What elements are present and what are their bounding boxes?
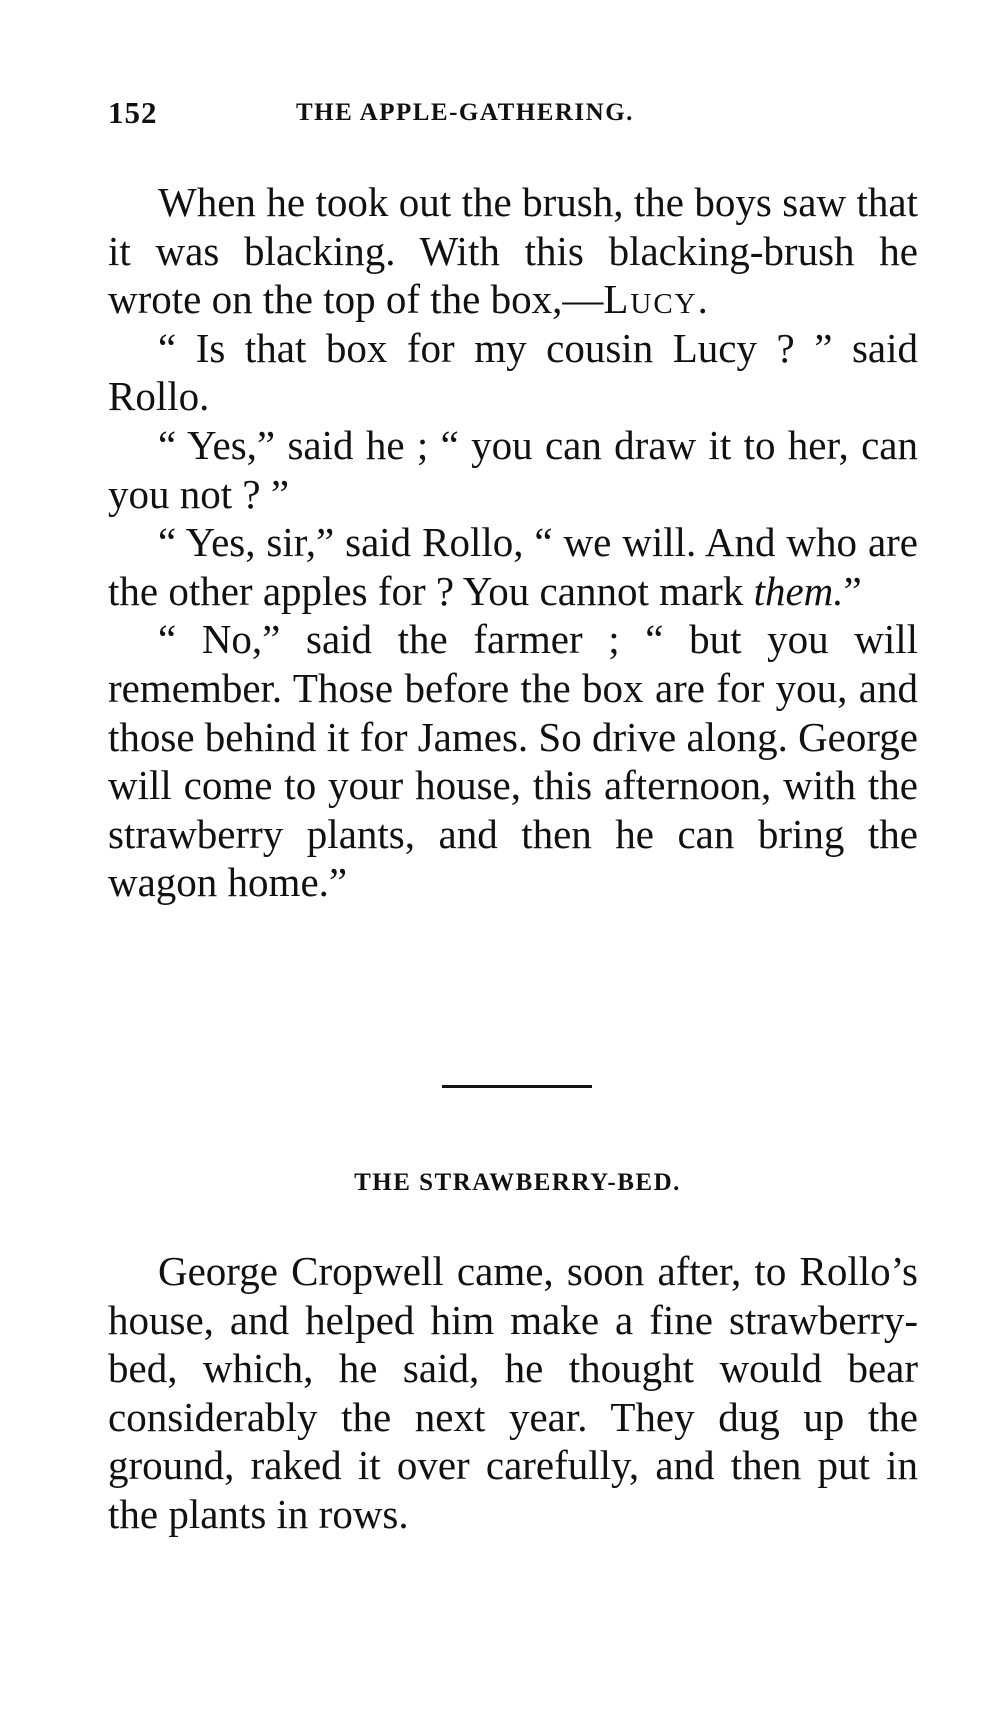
paragraph-other-apples (108, 518, 918, 615)
paragraph-farmer-reply: “ No,” said the farmer ; “ but you will remember. Those before the box are for you, and those behind it for James. So drive along. George will come to your house, this afternoon, with the strawberry plants, and then he can bring the wagon home.” (108, 616, 918, 906)
paragraph-text: “ Yes, sir,” said Rollo, “ we will. And who are the other apples for ? You cannot mark (108, 519, 918, 614)
page-number: 152 (108, 95, 158, 130)
running-title: THE APPLE-GATHERING. (296, 99, 634, 126)
paragraph-cousin-lucy: “ Is that box for my cousin Lucy ? ” said Rollo. (108, 324, 918, 420)
apple-gathering-text (108, 178, 918, 907)
italic-word: them. (753, 567, 844, 614)
paragraph-blacking-brush (108, 178, 918, 324)
section-divider (442, 1085, 592, 1088)
section-heading: THE STRAWBERRY-BED. (354, 1169, 681, 1196)
strawberry-bed-text (108, 1247, 918, 1539)
paragraph-text: When he took out the brush, the boys saw that it was blacking. With this blacking-brush he wrote on the top of the box,— (108, 179, 918, 323)
small-caps-name: Lucy. (603, 276, 710, 323)
paragraph-draw-it: “ Yes,” said he ; “ you can draw it to her, can you not ? ” (108, 421, 918, 517)
running-head (108, 95, 758, 135)
paragraph-strawberry-bed: George Cropwell came, soon after, to Rollo’s house, and helped him make a fine strawberry-bed, which, he said, he thought would bear considerably the next year. They dug up the ground, raked it over carefully, and then put in the plants in rows. (108, 1248, 918, 1537)
closing-quote: ” (843, 567, 862, 614)
